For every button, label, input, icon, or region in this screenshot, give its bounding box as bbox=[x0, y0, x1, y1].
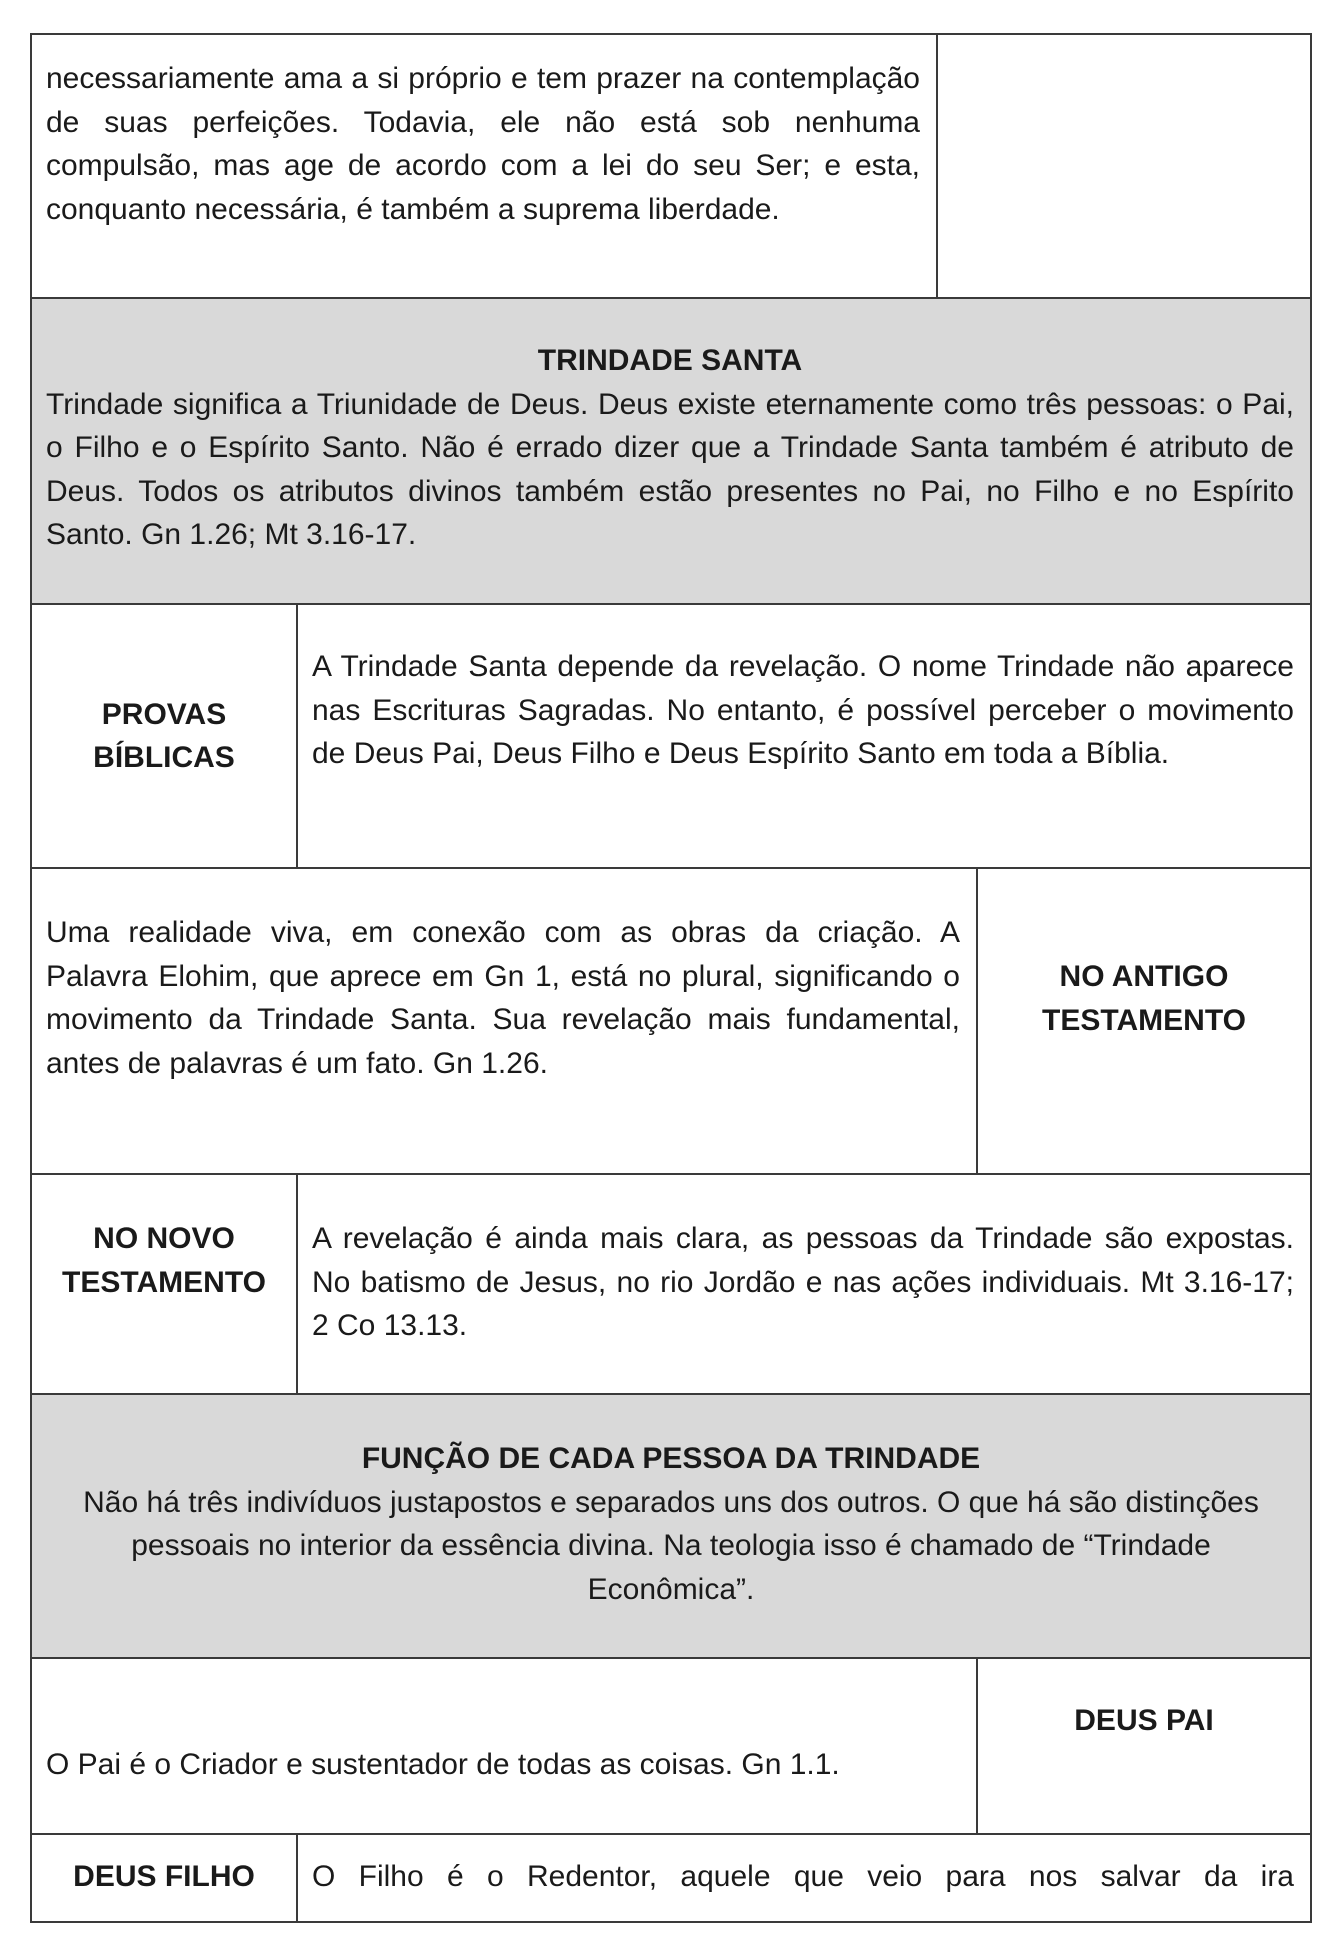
antigo-testamento-label-line1: NO ANTIGO bbox=[1059, 960, 1229, 993]
intro-text-cell bbox=[32, 35, 938, 297]
deus-pai-row bbox=[32, 1659, 1310, 1835]
provas-biblicas-label-line2: BÍBLICAS bbox=[93, 741, 235, 774]
deus-filho-label-cell bbox=[32, 1835, 298, 1921]
deus-filho-row bbox=[32, 1835, 1310, 1921]
deus-pai-text: O Pai é o Criador e sustentador de todas as coisas. Gn 1.1. bbox=[46, 1748, 840, 1781]
deus-filho-label: DEUS FILHO bbox=[73, 1860, 255, 1893]
antigo-testamento-text: Uma realidade viva, em conexão com as obras da criação. A Palavra Elohim, que aprece em Gn 1, está no plural, significando o movimento da Trindade Santa. Sua revelação mais fundamental, antes de palavras é um fato. Gn 1.26. bbox=[46, 916, 960, 1080]
antigo-testamento-label-line2: TESTAMENTO bbox=[1042, 1003, 1246, 1037]
deus-filho-text-cell bbox=[298, 1835, 1310, 1921]
novo-testamento-row bbox=[32, 1175, 1310, 1395]
deus-pai-label: DEUS PAI bbox=[1074, 1704, 1214, 1737]
intro-text: necessariamente ama a si próprio e tem prazer na contemplação de suas perfeições. Todavia, ele não está sob nenhuma compulsão, mas age de acordo com a lei do seu Ser; e esta, conquanto necessária, é também a suprema liberdade. bbox=[46, 62, 920, 226]
provas-biblicas-label-cell bbox=[32, 605, 298, 867]
deus-pai-label-cell bbox=[978, 1659, 1310, 1833]
funcao-cell bbox=[32, 1395, 1310, 1657]
antigo-testamento-text-cell bbox=[32, 869, 978, 1173]
novo-testamento-label-cell bbox=[32, 1175, 298, 1393]
provas-biblicas-text: A Trindade Santa depende da revelação. O nome Trindade não aparece nas Escrituras Sagradas. No entanto, é possível perceber o movimento de Deus Pai, Deus Filho e Deus Espírito Santo em toda a Bíblia. bbox=[312, 650, 1294, 770]
provas-biblicas-text-cell bbox=[298, 605, 1310, 867]
funcao-text: Não há três indivíduos justapostos e separados uns dos outros. O que há são distinções pessoais no interior da essência divina. Na teologia isso é chamado de “Trindade Econômica”. bbox=[83, 1485, 1259, 1606]
antigo-testamento-label-cell bbox=[978, 869, 1310, 1173]
provas-biblicas-row bbox=[32, 605, 1310, 869]
trindade-santa-row bbox=[32, 299, 1310, 605]
trindade-santa-cell bbox=[32, 299, 1310, 603]
deus-filho-text: O Filho é o Redentor, aquele que veio para nos salvar da ira bbox=[312, 1860, 1294, 1893]
intro-row bbox=[32, 35, 1310, 299]
deus-pai-text-cell bbox=[32, 1659, 978, 1833]
funcao-heading: FUNÇÃO DE CADA PESSOA DA TRINDADE bbox=[361, 1442, 981, 1475]
document-page bbox=[30, 33, 1312, 1923]
novo-testamento-text: A revelação é ainda mais clara, as pessoas da Trindade são expostas. No batismo de Jesus, no rio Jordão e nas ações individuais. Mt 3.16-17; 2 Co 13.13. bbox=[312, 1222, 1294, 1342]
novo-testamento-label-line1: NO NOVO bbox=[93, 1222, 235, 1255]
intro-empty-cell bbox=[938, 35, 1310, 297]
trindade-santa-text: Trindade significa a Triunidade de Deus. Deus existe eternamente como três pessoas: o Pai, o Filho e o Espírito Santo. Não é errado dizer que a Trindade Santa também é atributo de Deus. Todos os atributos divinos também estão presentes no Pai, no Filho e no Espírito Santo. Gn 1.26; Mt 3.16-17. bbox=[46, 387, 1294, 551]
antigo-testamento-row bbox=[32, 869, 1310, 1175]
novo-testamento-text-cell bbox=[298, 1175, 1310, 1393]
novo-testamento-label-line2: TESTAMENTO bbox=[62, 1265, 266, 1299]
funcao-row bbox=[32, 1395, 1310, 1659]
provas-biblicas-label-line1: PROVAS bbox=[101, 697, 227, 731]
trindade-santa-heading: TRINDADE SANTA bbox=[537, 344, 803, 377]
